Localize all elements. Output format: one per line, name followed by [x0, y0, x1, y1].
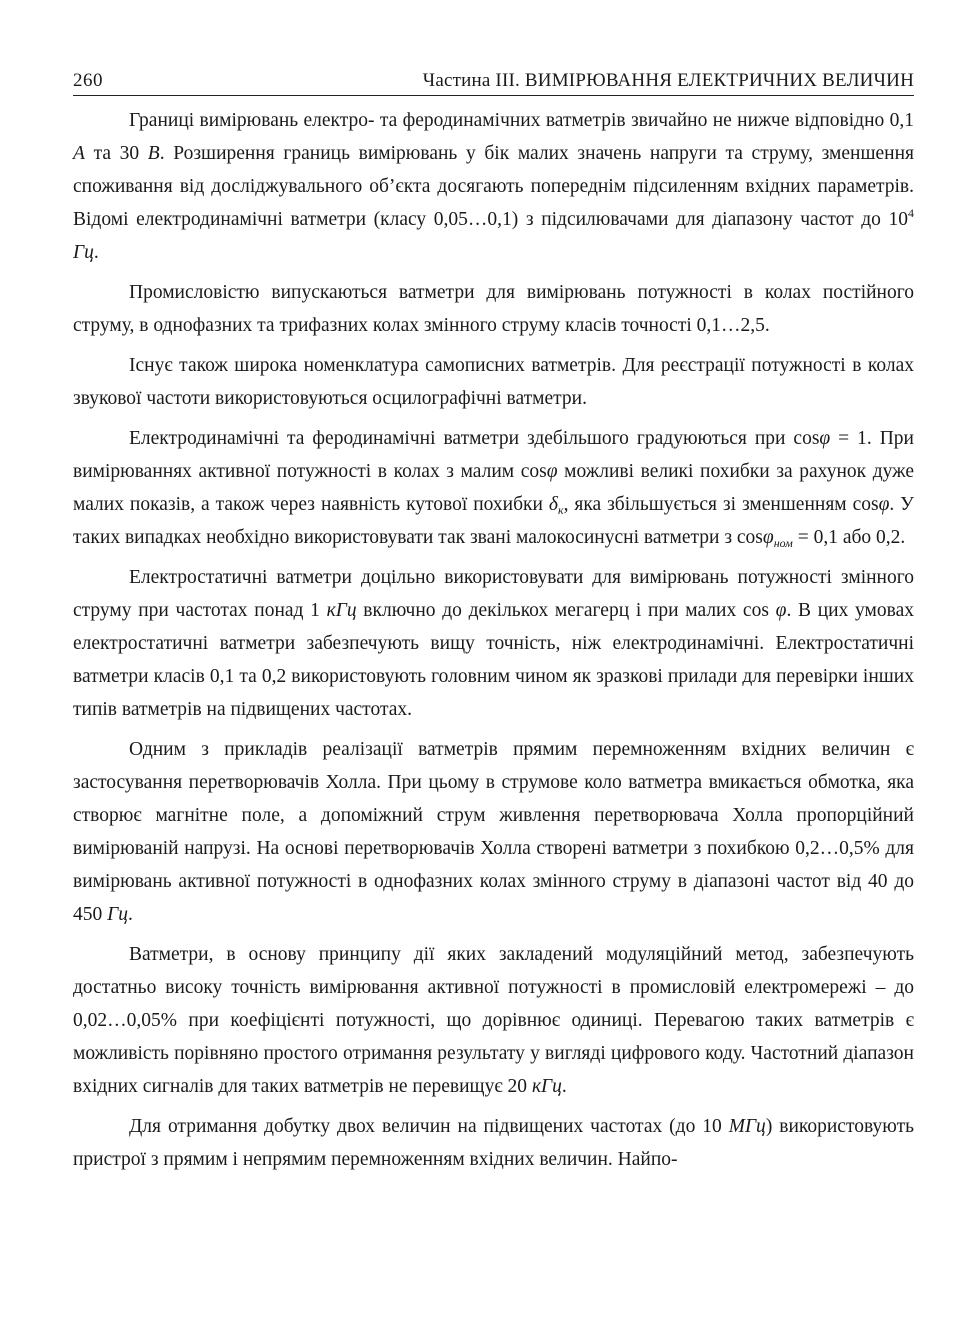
unit: Гц — [107, 904, 128, 925]
text-run: Одним з прикладів реалізації ватметрів прямим перемноженням вхідних величин є застосування перетворювачів Холла. При цьому в струмове коло ватметра вмикається обмотка, яка створює магнітне поле, а допоміжний струм живлення перетворювача Холла пропорційний вимірюваній напрузі. На основі перетворювачів Холла створені ватметри з похибкою 0,2…0,5% для вимірювань активної потужності в однофазних колах змінного струму в діапазоні частот від 40 до 450 — [73, 739, 914, 925]
text-run: можливі великі похибки за рахунок дуже малих показів, а також через наявність кутової похибки — [73, 461, 914, 515]
paragraph-6 — [73, 733, 914, 931]
page-number: 260 — [73, 70, 103, 91]
text-run: та 30 — [84, 143, 148, 164]
paragraph-4 — [73, 422, 914, 554]
running-title: Частина ІІІ. ВИМІРЮВАННЯ ЕЛЕКТРИЧНИХ ВЕЛИЧИН — [422, 70, 914, 91]
unit: МГц — [728, 1116, 766, 1137]
text-run: = 0,1 або 0,2. — [792, 527, 906, 548]
text-run: . — [561, 1076, 567, 1097]
subscript: ном — [773, 536, 793, 550]
unit: кГц — [326, 600, 357, 621]
text-run: . В цих умовах електростатичні ватметри забезпечують вищу точність, ніж електродинамічні. Електростатичні ватметри класів 0,1 та 0,2 використовують головним чином як зразкові прилади для перевірки інших типів ватметрів на підвищених частотах. — [73, 600, 914, 720]
phi-symbol: φ — [878, 494, 890, 515]
subscript: к — [557, 503, 564, 517]
paragraph-8 — [73, 1110, 914, 1176]
exponent: 4 — [908, 206, 914, 220]
text-run: Електростатичні ватметри доцільно використовувати для вимірювань потужності змінного струму при частотах понад 1 — [73, 567, 914, 621]
unit: A — [73, 143, 85, 164]
text-run: включно до декількох мегагерц і при малих cos — [356, 600, 776, 621]
unit: Гц — [73, 242, 94, 263]
paragraph-7 — [73, 938, 914, 1103]
running-header — [73, 70, 914, 96]
text-run: . — [93, 242, 99, 263]
page-body — [73, 104, 914, 1176]
unit: кГц — [531, 1076, 562, 1097]
text-run: Границі вимірювань електро- та феродинамічних ватметрів звичайно не нижче відповідно 0,1 — [129, 110, 914, 131]
text-run: , яка збільшується зі зменшенням cos — [563, 494, 879, 515]
text-run: = 1. При вимірюваннях активної потужності в колах з малим cos — [73, 428, 914, 482]
delta-symbol: δ — [548, 494, 558, 515]
paragraph-1 — [73, 104, 914, 269]
text-run: ) використовують пристрої з прямим і непрямим перемноженням вхідних величин. Найпо- — [73, 1116, 914, 1170]
phi-symbol: φ — [775, 600, 787, 621]
paragraph-2: Промисловістю випускаються ватметри для вимірювань потужності в колах постійного струму, в однофазних та трифазних колах змінного струму класів точності 0,1…2,5. — [73, 282, 914, 336]
text-run: Ватметри, в основу принципу дії яких закладений модуляційний метод, забезпечують достатньо високу точність вимірювання активної потужності в промисловій електромережі – до 0,02…0,05% при коефіцієнті потужності, що дорівнює одиниці. Перевагою таких ватметрів є можливість порівняно простого отримання результату у вигляді цифрового коду. Частотний діапазон вхідних сигналів для таких ватметрів не перевищує 20 — [73, 944, 914, 1097]
paragraph-5 — [73, 561, 914, 726]
phi-symbol: φ — [762, 527, 774, 548]
phi-symbol: φ — [819, 428, 831, 449]
paragraph-3: Існує також широка номенклатура самописних ватметрів. Для реєстрації потужності в колах звукової частоти використовуються осцилографічні ватметри. — [73, 355, 914, 409]
text-run: . — [127, 904, 133, 925]
phi-symbol: φ — [546, 461, 558, 482]
text-run: Для отримання добутку двох величин на підвищених частотах (до 10 — [129, 1116, 729, 1137]
text-run: . У таких випадках необхідно використовувати так звані малокосинусні ватметри з cos — [73, 494, 914, 548]
unit: В — [147, 143, 160, 164]
text-run: Електродинамічні та феродинамічні ватметри здебільшого градуюються при cos — [129, 428, 820, 449]
text-run: . Розширення границь вимірювань у бік малих значень напруги та струму, зменшення споживання від досліджувального об’єкта досягають попереднім підсиленням вхідних параметрів. Відомі електродинамічні ватметри (класу 0,05…0,1) з підсилювачами для діапазону частот до 10 — [73, 143, 914, 230]
